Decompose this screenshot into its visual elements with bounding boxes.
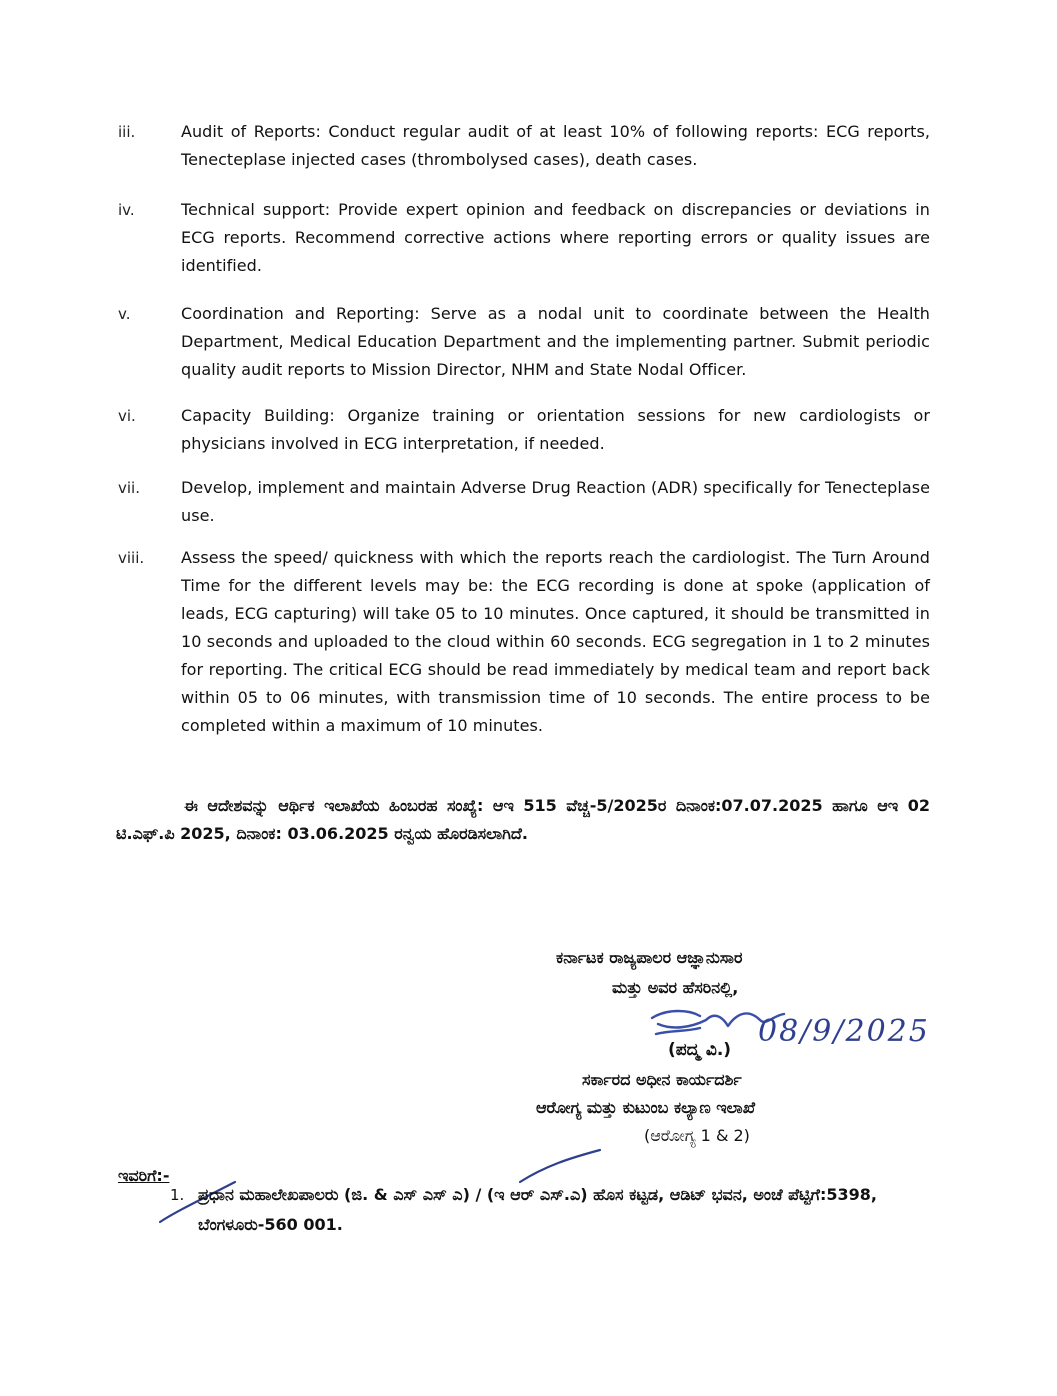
list-number: iv. — [118, 201, 135, 219]
signature-on-behalf-line: ಮತ್ತು ಅವರ ಹೆಸರಿನಲ್ಲಿ, — [612, 978, 739, 997]
list-number: iii. — [118, 123, 136, 141]
list-text: Audit of Reports: Conduct regular audit of at least 10% of following reports: ECG reports, Tenecteplase injected cases (thrombolysed cases), death cases. — [181, 122, 930, 169]
list-number: v. — [118, 305, 131, 323]
list-text: Coordination and Reporting: Serve as a nodal unit to coordinate between the Health Department, Medical Education Department and the implementing partner. Submit periodic quality audit reports to Mission Director, NHM and State Nodal Officer. — [181, 304, 930, 379]
signature-authority-line: ಕರ್ನಾಟಕ ರಾಜ್ಯಪಾಲರ ಆಜ್ಞಾನುಸಾರ — [556, 948, 743, 967]
list-text: Technical support: Provide expert opinion and feedback on discrepancies or deviations in ECG reports. Recommend corrective actions where reporting errors or quality issues are identified. — [181, 200, 930, 275]
signatory-section: (ಆರೋಗ್ಯ 1 & 2) — [644, 1126, 750, 1145]
list-number: vi. — [118, 407, 136, 425]
list-number: viii. — [118, 549, 145, 567]
list-text: Develop, implement and maintain Adverse Drug Reaction (ADR) specifically for Tenecteplase use. — [181, 478, 930, 525]
handwritten-date: 08/9/2025 — [758, 1014, 930, 1049]
copy-to-item — [170, 1180, 930, 1240]
list-text: Assess the speed/ quickness with which the reports reach the cardiologist. The Turn Around Time for the different levels may be: the ECG recording is done at spoke (application of leads, ECG capturing) will take 05 to 10 minutes. Once captured, it should be transmitted in 10 seconds and uploaded to the cloud within 60 seconds. ECG segregation in 1 to 2 minutes for reporting. The critical ECG should be read immediately by medical team and report back within 05 to 06 minutes, with transmission time of 10 seconds. The entire process to be completed within a maximum of 10 minutes. — [181, 548, 930, 735]
copy-to-heading: ಇವರಿಗೆ:- — [118, 1166, 170, 1185]
list-number: vii. — [118, 479, 140, 497]
order-issue-paragraph: ಈ ಆದೇಶವನ್ನು ಆರ್ಥಿಕ ಇಲಾಖೆಯ ಹಿಂಬರಹ ಸಂಖ್ಯೆ: ಆಇ 515 ವೆಚ್ಚ-5/2025ರ ದಿನಾಂಕ:07.07.2025 ಹಾಗೂ ಆಇ 02 ಟಿ.ಎಫ್.ಪಿ 2025, ದಿನಾಂಕ: 03.06.2025 ರನ್ವಯ ಹೊರಡಿಸಲಾಗಿದೆ. — [116, 796, 930, 843]
copy-to-text: ಪ್ರಧಾನ ಮಹಾಲೇಖಪಾಲರು (ಜಿ. & ಎಸ್ ಎಸ್ ಎ) / (ಇ ಆರ್ ಎಸ್.ಎ) ಹೊಸ ಕಟ್ಟಡ, ಆಡಿಟ್ ಭವನ, ಅಂಚೆ ಪೆಟ್ಟಿಗೆ:5398, ಬೆಂಗಳೂರು-560 001. — [198, 1185, 877, 1234]
signatory-department: ಆರೋಗ್ಯ ಮತ್ತು ಕುಟುಂಬ ಕಲ್ಯಾಣ ಇಲಾಖೆ — [536, 1098, 755, 1117]
copy-to-number: 1. — [170, 1186, 185, 1204]
list-text: Capacity Building: Organize training or orientation sessions for new cardiologists or physicians involved in ECG interpretation, if needed. — [181, 406, 930, 453]
signed-name-label: (ಪದ್ಮ ವಿ.) — [668, 1040, 732, 1060]
signatory-designation: ಸರ್ಕಾರದ ಅಧೀನ ಕಾರ್ಯದರ್ಶಿ — [582, 1070, 742, 1089]
